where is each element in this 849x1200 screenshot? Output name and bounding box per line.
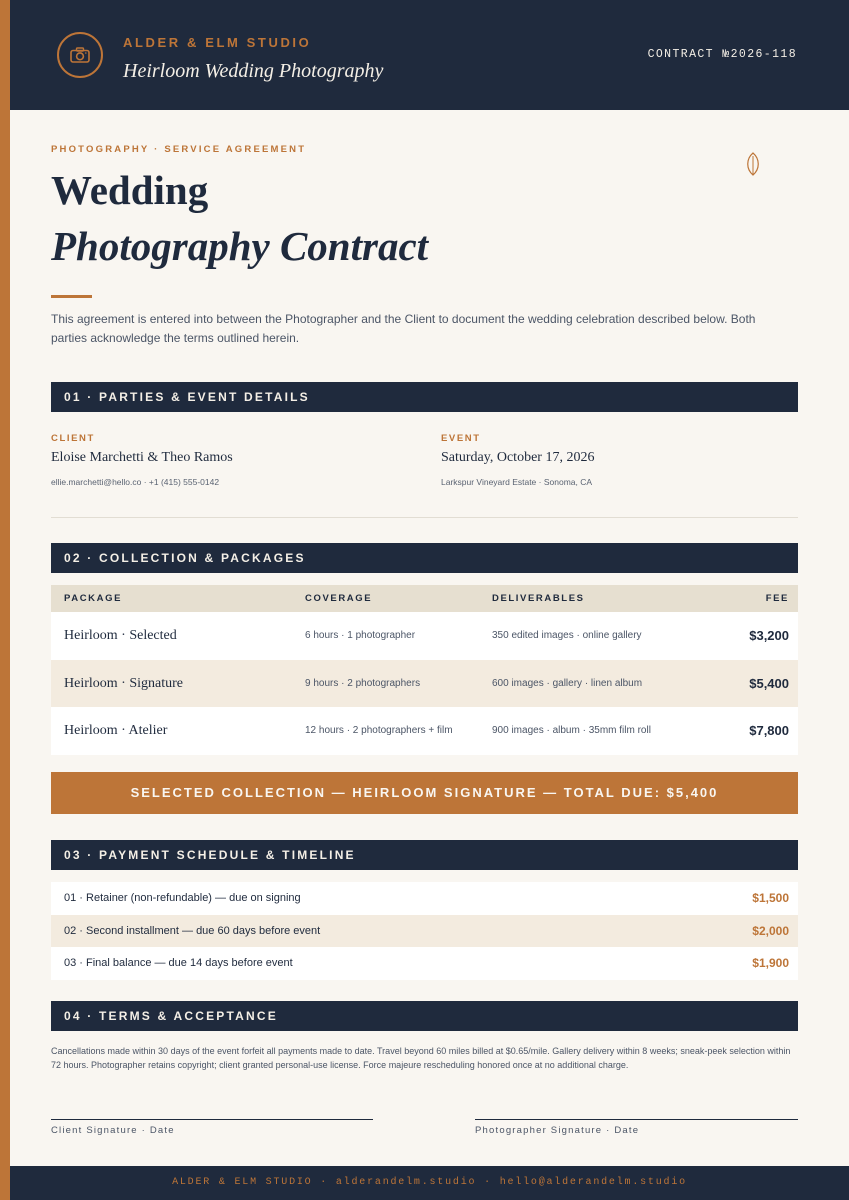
event-label: EVENT: [441, 433, 481, 444]
event-location: Larkspur Vineyard Estate · Sonoma, CA: [441, 477, 593, 487]
page-title-subline: Photography Contract: [51, 223, 429, 269]
package-name: Heirloom · Atelier: [64, 723, 168, 738]
package-coverage: 12 hours · 2 photographers + film: [305, 725, 453, 736]
section-divider: [51, 517, 798, 518]
document-eyebrow: PHOTOGRAPHY · SERVICE AGREEMENT: [51, 144, 307, 155]
payment-row: [51, 915, 798, 948]
package-name: Heirloom · Signature: [64, 675, 183, 691]
studio-tagline: Heirloom Wedding Photography: [123, 60, 384, 82]
camera-icon: [70, 47, 90, 63]
column-header-fee: FEE: [765, 593, 789, 604]
payment-description: 01 · Retainer (non-refundable) — due on signing: [64, 892, 301, 904]
page-title: Wedding: [51, 167, 209, 213]
package-fee: $7,800: [749, 723, 789, 738]
payment-amount: $1,500: [752, 891, 789, 905]
terms-paragraph: Cancellations made within 30 days of the event forfeit all payments made to date. Travel beyond 60 miles billed at $0.65/mile. Gallery delivery within 8 weeks; sneak-peek selection within 72 hours. Photographer retains copyright; client granted personal-use license. Force majeure rescheduling honored once at no additional charge.: [51, 1046, 791, 1070]
column-header-package: PACKAGE: [64, 593, 122, 604]
studio-name: ALDER & ELM STUDIO: [123, 35, 312, 50]
studio-logo: [57, 32, 103, 78]
section-header-terms: 04 · TERMS & ACCEPTANCE: [51, 1001, 798, 1031]
table-row: [51, 612, 798, 660]
column-header-coverage: COVERAGE: [305, 593, 373, 604]
client-signature-line[interactable]: [51, 1119, 373, 1120]
payment-schedule: [51, 882, 798, 980]
package-deliverables: 600 images · gallery · linen album: [492, 677, 643, 689]
leaf-icon: [745, 152, 761, 176]
section-header-packages: 02 · COLLECTION & PACKAGES: [51, 543, 798, 573]
table-row: [51, 660, 798, 708]
payment-description: 02 · Second installment — due 60 days before event: [64, 924, 321, 937]
photographer-signature-label: Photographer Signature · Date: [475, 1125, 640, 1136]
table-header-row: [51, 585, 798, 612]
package-deliverables: 900 images · album · 35mm film roll: [492, 725, 651, 736]
payment-description: 03 · Final balance — due 14 days before event: [64, 957, 293, 969]
selected-collection-banner: SELECTED COLLECTION — HEIRLOOM SIGNATURE — TOTAL DUE: $5,400: [51, 772, 798, 814]
package-name: Heirloom · Selected: [64, 628, 177, 643]
section-header-parties: 01 · PARTIES & EVENT DETAILS: [51, 382, 798, 412]
payment-amount: $1,900: [752, 956, 789, 970]
page-header: [10, 0, 849, 110]
table-row: [51, 707, 798, 755]
package-coverage: 6 hours · 1 photographer: [305, 630, 416, 641]
accent-rail: [0, 0, 10, 1200]
title-rule: [51, 295, 92, 298]
client-signature-label: Client Signature · Date: [51, 1125, 175, 1136]
section-header-payment: 03 · PAYMENT SCHEDULE & TIMELINE: [51, 840, 798, 870]
intro-paragraph: This agreement is entered into between the Photographer and the Client to document the wedding celebration described below. Both parties acknowledge the terms outlined herein.: [51, 312, 756, 345]
contract-number: CONTRACT №2026-118: [647, 48, 797, 61]
packages-table: [51, 585, 798, 755]
package-fee: $3,200: [749, 628, 789, 643]
package-coverage: 9 hours · 2 photographers: [305, 677, 421, 689]
column-header-deliverables: DELIVERABLES: [492, 593, 585, 604]
client-label: CLIENT: [51, 433, 95, 444]
payment-amount: $2,000: [752, 923, 789, 938]
package-deliverables: 350 edited images · online gallery: [492, 630, 642, 641]
payment-row: [51, 882, 798, 915]
client-contact: ellie.marchetti@hello.co · +1 (415) 555-0142: [51, 477, 220, 487]
package-fee: $5,400: [749, 675, 789, 691]
photographer-signature-line[interactable]: [475, 1119, 798, 1120]
client-name: Eloise Marchetti & Theo Ramos: [51, 450, 233, 465]
page-footer: ALDER & ELM STUDIO · alderandelm.studio · hello@alderandelm.studio: [10, 1166, 849, 1200]
payment-row: [51, 947, 798, 980]
event-date: Saturday, October 17, 2026: [441, 450, 595, 465]
